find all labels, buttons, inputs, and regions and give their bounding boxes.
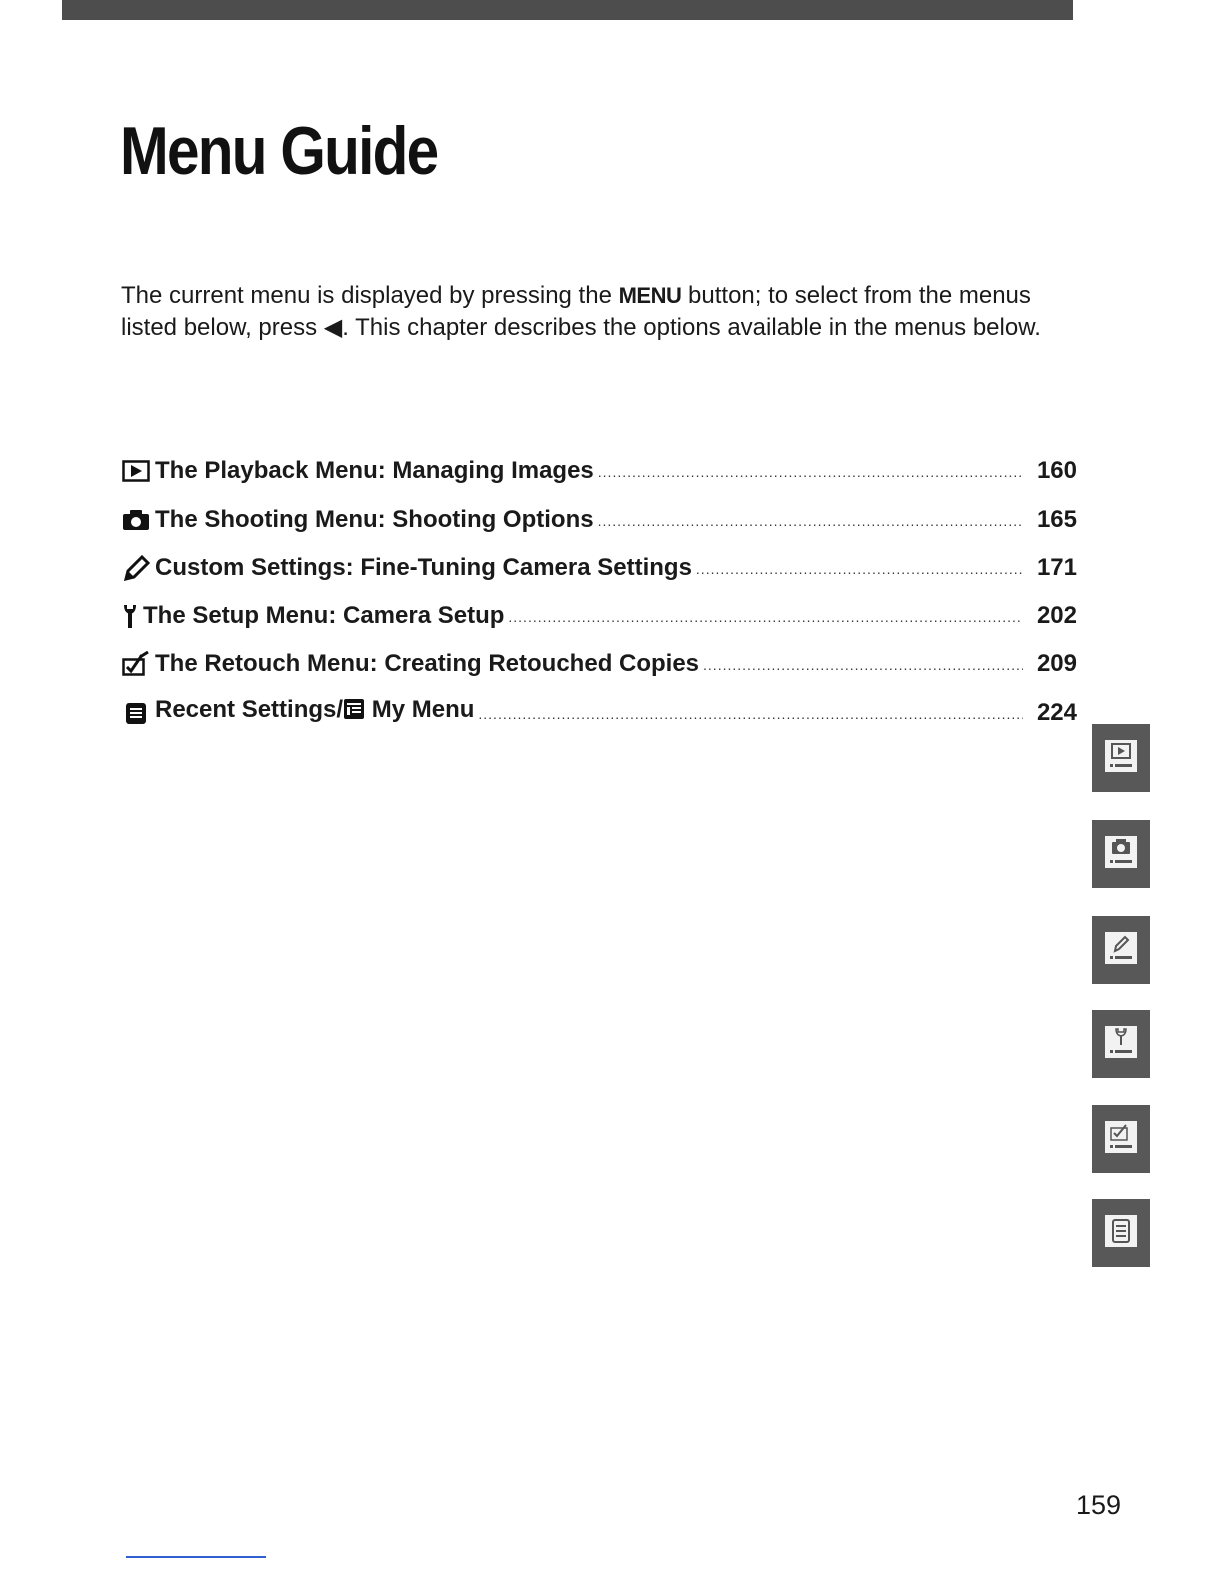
recent-settings-icon [1104,1214,1138,1253]
intro-paragraph [121,280,1081,344]
wrench-icon [1104,1025,1138,1064]
toc-entry-recent-settings[interactable] [121,678,1077,726]
side-tab-playback[interactable] [1092,724,1150,792]
retouch-icon [1104,1120,1138,1159]
my-menu-icon [343,698,365,727]
toc-entry-setup[interactable] [121,582,1077,630]
toc-entry-shooting[interactable] [121,485,1077,533]
camera-icon [121,506,151,534]
intro-text-end: button; to select from the menus listed below, press ◀. This chapter describes the options available in the menus below. [121,282,1041,341]
toc-entry-page: 165 [1036,505,1077,533]
side-tab-custom-settings[interactable] [1092,916,1150,984]
toc-entry-page: 209 [1036,650,1077,678]
intro-text-start: The current menu is displayed by pressing the [121,282,619,309]
toc-leader-dots [478,706,1023,722]
toc-leader-dots [508,609,1023,625]
toc-entry-retouch[interactable] [121,630,1077,678]
side-tab-shooting[interactable] [1092,820,1150,888]
toc-leader-dots [696,561,1023,577]
recent-settings-icon [121,699,151,727]
retouch-icon [121,650,151,678]
page-title: Menu Guide [120,113,438,189]
toc-entry-page: 202 [1036,602,1077,630]
toc-leader-dots [703,657,1023,673]
toc-entry-page: 160 [1036,457,1077,485]
toc-entry-custom-settings[interactable] [121,534,1077,582]
toc-entry-label [155,696,474,727]
camera-icon [1104,835,1138,874]
playback-icon [1104,739,1138,778]
toc-entry-label: The Playback Menu: Managing Images [155,457,594,485]
page-number: 159 [1076,1490,1122,1520]
toc-leader-dots [598,464,1023,480]
menu-button-label: MENU [618,283,682,308]
toc-entry-label-part1: Recent Settings/ [155,695,344,723]
wrench-icon [121,602,139,630]
side-tab-setup[interactable] [1092,1010,1150,1078]
toc-leader-dots [598,513,1023,529]
toc-entry-label: Custom Settings: Fine-Tuning Camera Settings [155,553,692,581]
toc-entry-label: The Shooting Menu: Shooting Options [155,505,594,533]
pencil-icon [1104,931,1138,970]
toc-entry-page: 171 [1036,553,1077,581]
table-of-contents [121,437,1077,727]
toc-entry-label-part2: My Menu [365,695,475,723]
toc-entry-playback[interactable] [121,437,1077,485]
footer-divider [126,1556,266,1558]
playback-icon [121,457,151,485]
toc-entry-label: The Retouch Menu: Creating Retouched Copies [155,650,700,678]
toc-entry-page: 224 [1036,698,1077,726]
toc-entry-label: The Setup Menu: Camera Setup [143,602,505,630]
side-tab-retouch[interactable] [1092,1105,1150,1173]
side-tab-recent-settings[interactable] [1092,1199,1150,1267]
pencil-icon [121,554,151,582]
header-bar [62,0,1073,20]
